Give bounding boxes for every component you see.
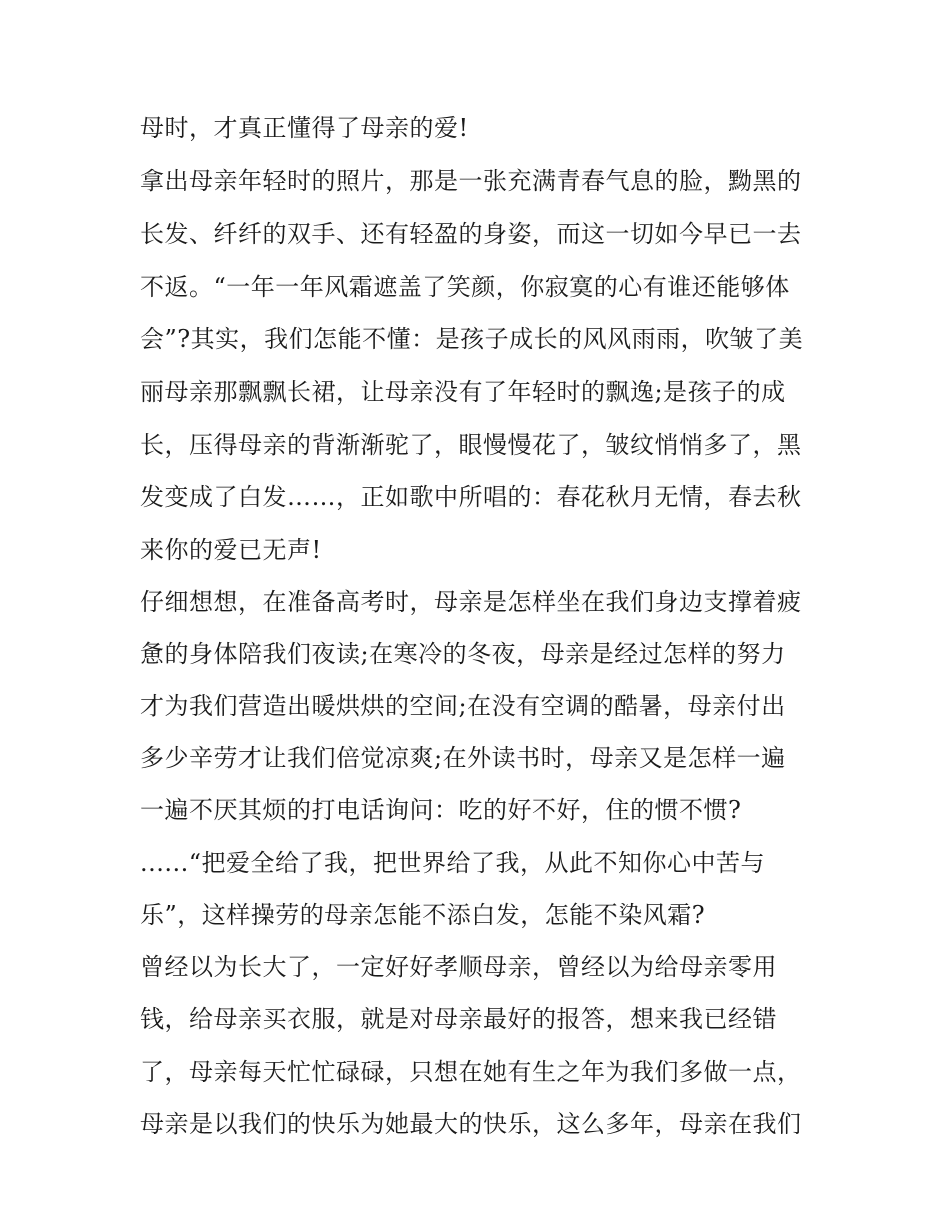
text-line: 一遍不厌其烦的打电话询问：吃的好不好，住的惯不惯? bbox=[140, 796, 742, 824]
text-line: 母时，才真正懂得了母亲的爱! bbox=[140, 114, 469, 142]
text-line: 丽母亲那飘飘长裙，让母亲没有了年轻时的飘逸;是孩子的成 bbox=[140, 378, 786, 406]
text-line: 曾经以为长大了，一定好好孝顺母亲，曾经以为给母亲零用 bbox=[140, 953, 777, 981]
text-line: 了，母亲每天忙忙碌碌，只想在她有生之年为我们多做一点， bbox=[140, 1058, 802, 1086]
text-line: 来你的爱已无声! bbox=[140, 536, 322, 564]
text-line: 不返。“一年一年风霜遮盖了笑颜，你寂寞的心有谁还能够体 bbox=[140, 273, 790, 301]
text-line: 乐”，这样操劳的母亲怎能不添白发，怎能不染风霜? bbox=[140, 901, 706, 929]
text-line: 发变成了白发……，正如歌中所唱的：春花秋月无情，春去秋 bbox=[140, 483, 802, 511]
text-line: 才为我们营造出暖烘烘的空间;在没有空调的酷暑，母亲付出 bbox=[140, 692, 786, 720]
text-line: 母亲是以我们的快乐为她最大的快乐，这么多年，母亲在我们 bbox=[140, 1110, 802, 1138]
text-line: 会”?其实，我们怎能不懂：是孩子成长的风风雨雨，吹皱了美 bbox=[140, 325, 804, 353]
text-line: 惫的身体陪我们夜读;在寒冷的冬夜，母亲是经过怎样的努力 bbox=[140, 640, 786, 668]
text-line: 长，压得母亲的背渐渐驼了，眼慢慢花了，皱纹悄悄多了，黑 bbox=[140, 431, 802, 459]
text-line: 钱，给母亲买衣服，就是对母亲最好的报答，想来我已经错 bbox=[140, 1005, 777, 1033]
text-line: 仔细想想，在准备高考时，母亲是怎样坐在我们身边支撑着疲 bbox=[140, 588, 802, 616]
text-line: 拿出母亲年轻时的照片，那是一张充满青春气息的脸，黝黑的 bbox=[140, 167, 802, 195]
text-line: ......“把爱全给了我，把世界给了我，从此不知你心中苦与 bbox=[140, 849, 766, 877]
text-line: 多少辛劳才让我们倍觉凉爽;在外读书时，母亲又是怎样一遍 bbox=[140, 744, 786, 772]
text-line: 长发、纤纤的双手、还有轻盈的身姿，而这一切如今早已一去 bbox=[140, 220, 802, 248]
